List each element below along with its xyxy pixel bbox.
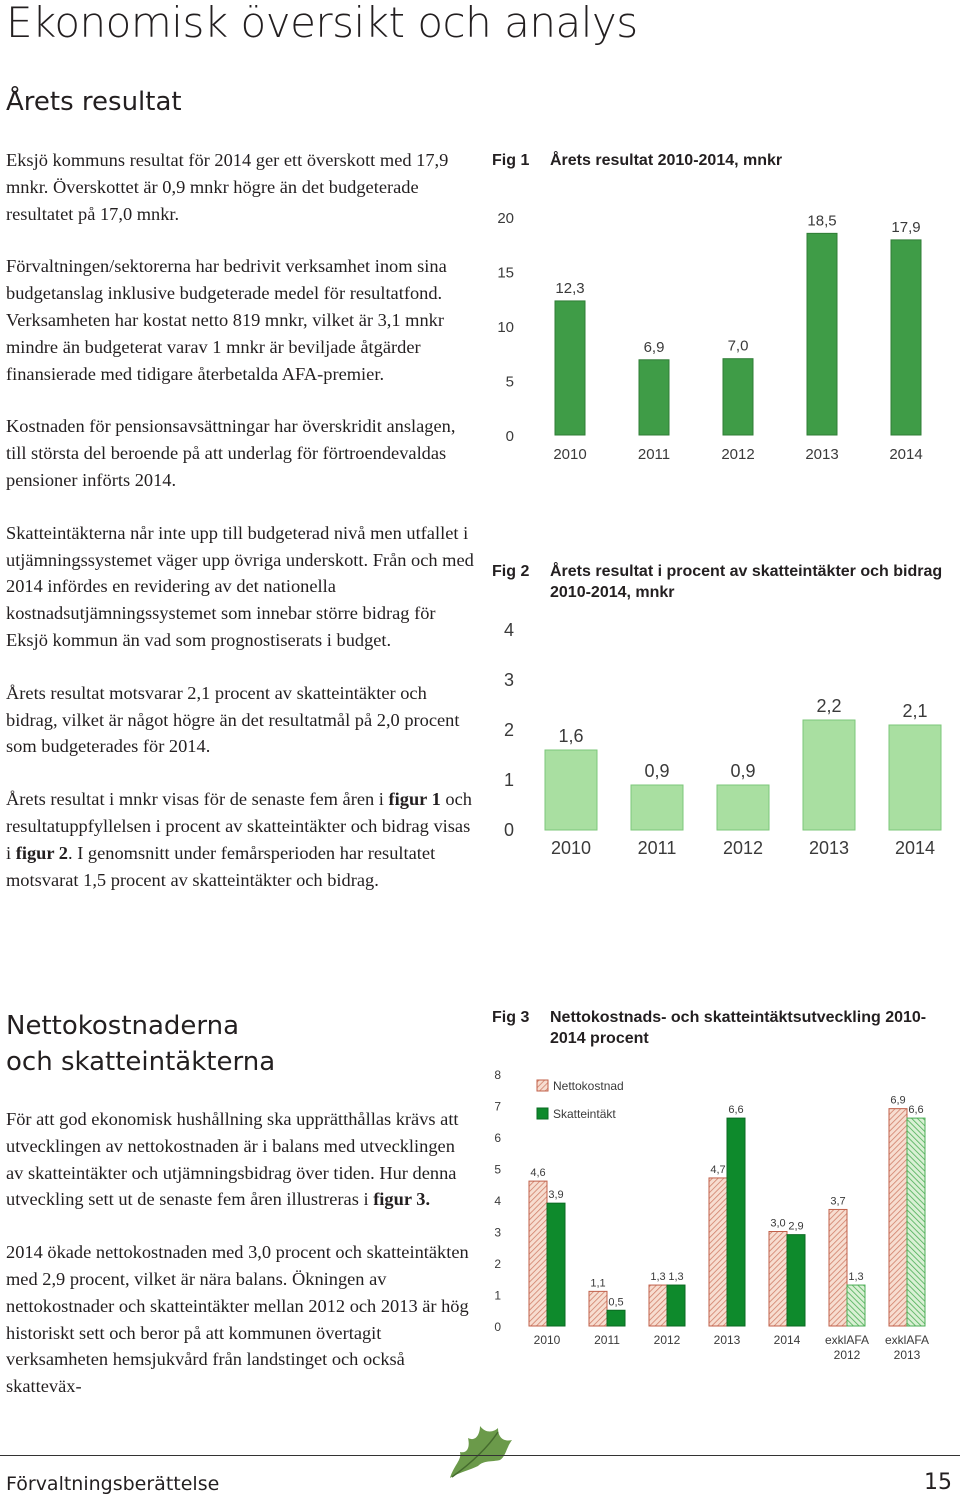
- bar: [769, 1232, 787, 1327]
- x-tick-label: 2010: [553, 446, 587, 463]
- x-tick-label: exklAFA: [884, 1333, 930, 1347]
- bar: [649, 1285, 667, 1326]
- page-title: Ekonomisk översikt och analys: [6, 0, 638, 47]
- oak-leaf-icon: [440, 1420, 520, 1485]
- x-tick-label: 2013: [808, 838, 850, 858]
- bar: [555, 301, 585, 435]
- data-label: 17,9: [891, 218, 921, 236]
- figure-3-caption: Fig 3 Nettokostnads- och skatteintäktsutveckling 2010-2014 procent: [492, 1009, 927, 1047]
- figure-1-chart: [490, 200, 950, 470]
- x-tick-label: 2013: [805, 446, 839, 463]
- legend-label: Nettokostnad: [553, 1079, 624, 1093]
- paragraph: Skatteintäkterna når inte upp till budgeterad nivå men utfallet i utjämningssystemet väger upp övriga underskott. Från och med 2014 infördes en revidering av det nationella kostnadsutjämningssystemet som innebar större bidrag för Eksjö kommun än vad som prognostiserats i budget.: [6, 522, 474, 650]
- bar: [717, 785, 769, 830]
- x-tick-label: 2010: [550, 838, 592, 858]
- data-label: 0,9: [730, 761, 756, 781]
- y-tick-label: 5: [494, 1162, 501, 1177]
- y-tick-label: 1: [494, 1288, 501, 1303]
- y-tick-label: 0: [503, 820, 514, 840]
- footer-section-label: Förvaltningsberättelse: [6, 1473, 220, 1495]
- paragraph: 2014 ökade nettokostnaden med 3,0 procent och skatteintäkten med 2,9 procent, vilket är nära balans. Ökningen av nettokostnader och skatteintäkter mellan 2012 och 2013 är hög historiskt sett och beror på att kommunen övertagit verksamheten hemsjukvård från landstinget och också skatteväx-: [6, 1242, 469, 1397]
- bar: [803, 720, 855, 830]
- y-tick-label: 6: [494, 1131, 501, 1145]
- x-tick-label: 2011: [594, 1333, 620, 1347]
- bar: [589, 1291, 607, 1326]
- footer-rule: [0, 1455, 960, 1456]
- x-tick-label: 2011: [637, 446, 671, 463]
- bar: [547, 1203, 565, 1326]
- bar: [667, 1285, 685, 1326]
- figure-reference: figur 1: [388, 789, 441, 810]
- data-label: 12,3: [555, 279, 585, 297]
- x-tick-label: 2012: [722, 838, 764, 858]
- y-tick-label: 0: [505, 428, 514, 445]
- data-label: 3,7: [830, 1195, 846, 1208]
- x-tick-label: 2011: [637, 838, 677, 858]
- paragraph: Kostnaden för pensionsavsättningar har överskridit anslagen, till största del beroende på att underlag för förtroendevaldas pensioner införts 2014.: [6, 416, 456, 490]
- x-tick-label: 2010: [533, 1333, 561, 1347]
- page-number: 15: [924, 1470, 952, 1495]
- y-tick-label: 8: [494, 1068, 501, 1082]
- y-tick-label: 1: [503, 770, 514, 790]
- data-label: 4,6: [530, 1167, 546, 1180]
- x-tick-label: 2014: [894, 838, 936, 858]
- data-label: 4,7: [710, 1163, 726, 1176]
- data-label: 3,9: [548, 1189, 564, 1202]
- data-label: 7,0: [727, 337, 749, 355]
- x-tick-label: 2013: [893, 1348, 921, 1362]
- bar: [639, 360, 669, 435]
- y-tick-label: 20: [497, 210, 514, 227]
- y-tick-label: 10: [497, 319, 514, 336]
- y-tick-label: 3: [503, 670, 514, 690]
- bar: [607, 1310, 625, 1326]
- data-label: 2,2: [816, 696, 842, 716]
- data-label: 1,1: [590, 1277, 606, 1290]
- y-tick-label: 5: [505, 373, 514, 391]
- bar: [545, 750, 597, 830]
- section-heading-arets-resultat: Årets resultat: [6, 87, 182, 117]
- legend-swatch: [537, 1080, 548, 1091]
- data-label: 6,6: [728, 1104, 744, 1117]
- data-label: 18,5: [807, 212, 837, 230]
- bar: [807, 233, 837, 435]
- bar: [889, 725, 941, 830]
- figure-2-chart: [490, 610, 950, 870]
- bar: [723, 359, 753, 435]
- y-tick-label: 15: [497, 264, 514, 282]
- paragraph: Årets resultat motsvarar 2,1 procent av skatteintäkter och bidrag, vilket är något högre än det resultatmål på 2,0 procent som budgeterades för 2014.: [6, 682, 460, 757]
- bar: [631, 785, 683, 830]
- y-tick-label: 7: [494, 1099, 501, 1114]
- x-tick-label: 2012: [653, 1333, 681, 1347]
- bar: [829, 1209, 847, 1326]
- data-label: 1,3: [650, 1271, 666, 1284]
- data-label: 0,5: [608, 1296, 624, 1309]
- x-tick-label: 2012: [721, 446, 755, 463]
- paragraph: Förvaltningen/sektorerna har bedrivit verksamhet inom sina budgetanslag inklusive budgeterade medel för resultatfond. Verksamheten har kostat netto 819 mnkr, vilket är 3,1 mnkr mindre än budgeterat varav 1 mnkr är beviljade åtgärder finansierade med tidigare återbetalda AFA-premier.: [6, 256, 447, 384]
- bar: [529, 1181, 547, 1326]
- data-label: 2,1: [902, 701, 928, 721]
- data-label: 6,9: [643, 338, 665, 356]
- x-tick-label: 2012: [833, 1348, 861, 1362]
- paragraph: För att god ekonomisk hushållning ska upprätthållas krävs att utvecklingen av nettokostnaden är i balans med utvecklingen av skatteintäkter och utjämningsbidrag över tiden. Hur denna utveckling sett ut de senaste fem åren illustreras i figur 3.: [6, 1109, 459, 1210]
- x-tick-label: 2013: [713, 1333, 741, 1347]
- x-tick-label: exklAFA: [824, 1333, 870, 1347]
- data-label: 1,3: [668, 1271, 684, 1284]
- figure-reference: figur 2: [15, 842, 68, 863]
- y-tick-label: 2: [494, 1257, 501, 1271]
- y-tick-label: 4: [503, 620, 514, 640]
- legend-label: Skatteintäkt: [553, 1107, 616, 1121]
- data-label: 6,6: [908, 1104, 924, 1117]
- figure-3-chart: [485, 1060, 945, 1380]
- bar: [847, 1285, 865, 1326]
- bar: [727, 1118, 745, 1326]
- y-tick-label: 3: [494, 1225, 501, 1240]
- paragraph: Eksjö kommuns resultat för 2014 ger ett överskott med 17,9 mnkr. Överskottet är 0,9 mnkr högre än det budgeterade resultatet på 17,0 mnkr.: [6, 150, 449, 224]
- body-column-lower: [6, 1106, 476, 1426]
- y-tick-label: 4: [494, 1194, 501, 1208]
- bar: [709, 1178, 727, 1326]
- section-heading-nettokostnaderna: Nettokostnaderna och skatteintäkterna: [6, 1011, 276, 1077]
- data-label: 3,0: [770, 1217, 786, 1230]
- data-label: 1,6: [558, 726, 584, 746]
- data-label: 6,9: [890, 1094, 906, 1107]
- bar: [787, 1235, 805, 1326]
- paragraph: Årets resultat i mnkr visas för de senaste fem åren i figur 1 och resultatuppfyllelsen i procent av skatteintäkter och bidrag visas i figur 2. I genomsnitt under femårsperioden har resultatet motsvarat 1,5 procent av skatteintäkter och bidrag.: [6, 789, 472, 890]
- bar: [907, 1118, 925, 1326]
- data-label: 1,3: [848, 1271, 864, 1284]
- figure-reference: figur 3.: [373, 1189, 431, 1210]
- y-tick-label: 2: [503, 720, 514, 740]
- legend-swatch: [537, 1108, 548, 1119]
- body-column-upper: [6, 147, 476, 919]
- x-tick-label: 2014: [889, 446, 923, 463]
- figure-2-caption: Fig 2 Årets resultat i procent av skatteintäkter och bidrag 2010-2014, mnkr: [492, 563, 943, 601]
- data-label: 0,9: [644, 761, 670, 781]
- data-label: 2,9: [788, 1220, 804, 1233]
- y-tick-label: 0: [494, 1320, 501, 1334]
- figure-1-caption: Fig 1 Årets resultat 2010-2014, mnkr: [492, 152, 783, 169]
- bar: [891, 240, 921, 435]
- bar: [889, 1109, 907, 1326]
- x-tick-label: 2014: [773, 1333, 801, 1347]
